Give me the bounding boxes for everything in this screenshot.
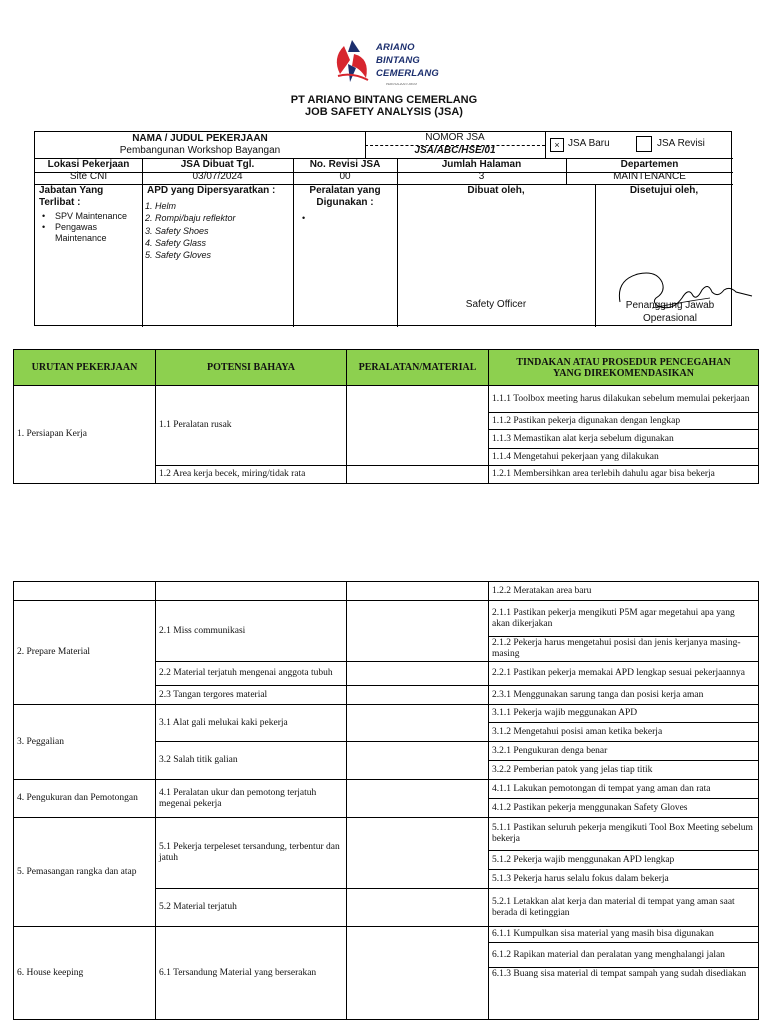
departemen-value: MAINTENANCE (613, 171, 686, 182)
action-cell: 6.1.1 Kumpulkan sisa material yang masih bisa digunakan (489, 927, 759, 943)
header-tindakan: TINDAKAN ATAU PROSEDUR PENCEGAHAN YANG DIREKOMENDASIKAN (489, 350, 759, 386)
hazard-cell: 2.1 Miss communikasi (156, 601, 347, 662)
apd-item: 4. Safety Glass (145, 237, 207, 248)
jsa-number-label: NOMOR JSA (425, 132, 485, 143)
step-cell (14, 582, 156, 601)
action-cell: 5.1.1 Pastikan seluruh pekerja mengikuti Tool Box Meeting sebelum bekerja (489, 818, 759, 851)
step-cell: 1. Persiapan Kerja (14, 386, 156, 484)
material-cell (347, 662, 489, 686)
material-cell (347, 780, 489, 818)
company-logo (330, 38, 450, 90)
dibuat-oleh-role: Safety Officer (465, 299, 527, 310)
jsa-revisi-checkbox[interactable] (636, 136, 652, 152)
logo-mark-icon (330, 38, 376, 88)
apd-label: APD yang Dipersyaratkan : (147, 185, 276, 196)
action-cell: 5.2.1 Letakkan alat kerja dan material di tempat yang aman saat berada di ketinggian (489, 889, 759, 927)
action-cell: 1.2.1 Membersihkan area terlebih dahulu agar bisa bekerja (489, 466, 759, 484)
logo-text-line-1: ARIANO (376, 42, 415, 53)
peralatan-label: Peralatan yang Digunakan : (309, 185, 381, 208)
revisi-label: No. Revisi JSA (309, 159, 381, 170)
lokasi-label: Lokasi Pekerjaan (47, 159, 130, 170)
material-cell (347, 889, 489, 927)
jsa-baru-checkbox[interactable]: × (550, 138, 564, 152)
action-cell: 3.2.1 Pengukuran denga benar (489, 742, 759, 761)
signature-icon (612, 268, 762, 318)
action-cell: 4.1.2 Pastikan pekerja menggunakan Safety Gloves (489, 799, 759, 818)
hazard-cell: 3.2 Salah titik galian (156, 742, 347, 780)
action-cell: 3.1.1 Pekerja wajib meggunakan APD (489, 705, 759, 723)
jabatan-item: • SPV Maintenance (35, 211, 142, 222)
document-title: JOB SAFETY ANALYSIS (JSA) (305, 106, 463, 118)
disetujui-role: Penanggung Jawab Operasional (625, 300, 715, 324)
hazard-cell: 5.1 Pekerja terpeleset tersandung, terbentur dan jatuh (156, 818, 347, 889)
action-cell: 3.2.2 Pemberian patok yang jelas tiap titik (489, 761, 759, 780)
company-name: PT ARIANO BINTANG CEMERLANG (290, 94, 478, 106)
hazard-cell: 4.1 Peralatan ukur dan pemotong terjatuh megenai pekerja (156, 780, 347, 818)
step-cell: 4. Pengukuran dan Pemotongan (14, 780, 156, 818)
hazard-cell (156, 582, 347, 601)
jsa-baru-label: JSA Baru (568, 138, 610, 149)
material-cell (347, 466, 489, 484)
jsa-number-value: JSA/ABC/HSE/01 (414, 145, 496, 156)
job-title-label: NAMA / JUDUL PEKERJAAN (132, 133, 268, 144)
action-cell: 3.1.2 Mengetahui posisi aman ketika bekerja (489, 723, 759, 742)
step-cell: 5. Pemasangan rangka dan atap (14, 818, 156, 927)
action-cell: 1.1.2 Pastikan pekerja digunakan dengan lengkap (489, 413, 759, 430)
material-cell (347, 582, 489, 601)
step-cell: 3. Peggalian (14, 705, 156, 780)
action-cell: 4.1.1 Lakukan pemotongan di tempat yang aman dan rata (489, 780, 759, 799)
action-cell: 6.1.3 Buang sisa material di tempat sampah yang sudah disediakan (489, 968, 759, 1020)
material-cell (347, 686, 489, 705)
action-cell: 5.1.2 Pekerja wajib menggunakan APD lengkap (489, 851, 759, 870)
hazard-cell: 2.2 Material terjatuh mengenai anggota tubuh (156, 662, 347, 686)
logo-text-line-2: BINTANG (376, 55, 420, 66)
header-potensi: POTENSI BAHAYA (156, 350, 347, 386)
material-cell (347, 705, 489, 742)
jsa-table-page-1 (13, 349, 759, 484)
jabatan-label: Jabatan Yang Terlibat : (39, 185, 104, 208)
revisi-value: 00 (339, 171, 351, 182)
departemen-label: Departemen (620, 159, 679, 170)
job-title-value: Pembangunan Workshop Bayangan (119, 145, 281, 156)
hazard-cell: 5.2 Material terjatuh (156, 889, 347, 927)
disetujui-label: Disetujui oleh, (629, 185, 699, 196)
jsa-table-page-2 (13, 581, 759, 1020)
action-cell: 1.1.1 Toolbox meeting harus dilakukan sebelum memulai pekerjaan (489, 386, 759, 413)
hazard-cell: 6.1 Tersandung Material yang berserakan (156, 927, 347, 1020)
action-cell: 1.2.2 Meratakan area baru (489, 582, 759, 601)
step-cell: 2. Prepare Material (14, 601, 156, 705)
lokasi-value: Site CNI (69, 171, 108, 182)
header-peralatan: PERALATAN/MATERIAL (347, 350, 489, 386)
jabatan-item: • Pengawas (35, 222, 142, 233)
action-cell: 2.2.1 Pastikan pekerja memakai APD lengkap sesuai pekerjaannya (489, 662, 759, 686)
material-cell (347, 386, 489, 466)
step-cell: 6. House keeping (14, 927, 156, 1020)
halaman-label: Jumlah Halaman (441, 159, 522, 170)
action-cell: 2.1.1 Pastikan pekerja mengikuti P5M agar megetahui apa yang akan dikerjakan (489, 601, 759, 637)
logo-text-line-3: CEMERLANG (376, 68, 440, 79)
action-cell: 1.1.4 Mengetahui pekerjaan yang dilakukan (489, 449, 759, 466)
action-cell: 2.3.1 Menggunakan sarung tanga dan posisi kerja aman (489, 686, 759, 705)
logo-subtitle: PERUSAHAAN UMUM (386, 82, 417, 86)
action-cell: 6.1.2 Rapikan material dan peralatan yang menghalangi jalan (489, 943, 759, 968)
action-cell: 5.1.3 Pekerja harus selalu fokus dalam bekerja (489, 870, 759, 889)
hazard-cell: 1.2 Area kerja becek, miring/tidak rata (156, 466, 347, 484)
peralatan-bullet: • (302, 213, 306, 223)
action-cell: 2.1.2 Pekerja harus mengetahui posisi dan jenis kerjanya masing-masing (489, 637, 759, 662)
dibuat-oleh-label: Dibuat oleh, (467, 185, 525, 196)
jabatan-list (35, 211, 142, 244)
header-urutan: URUTAN PEKERJAAN (14, 350, 156, 386)
apd-item: 5. Safety Gloves (145, 250, 212, 261)
hazard-cell: 1.1 Peralatan rusak (156, 386, 347, 466)
material-cell (347, 818, 489, 889)
action-cell: 1.1.3 Memastikan alat kerja sebelum digunakan (489, 430, 759, 449)
tanggal-label: JSA Dibuat Tgl. (180, 159, 255, 170)
jsa-revisi-label: JSA Revisi (657, 138, 705, 149)
hazard-cell: 3.1 Alat gali melukai kaki pekerja (156, 705, 347, 742)
material-cell (347, 742, 489, 780)
apd-list (145, 200, 236, 261)
apd-item: 3. Safety Shoes (145, 225, 209, 236)
apd-item: 2. Rompi/baju reflektor (145, 213, 236, 224)
hazard-cell: 2.3 Tangan tergores material (156, 686, 347, 705)
tanggal-value: 03/07/2024 (192, 171, 243, 182)
halaman-value: 3 (478, 171, 485, 182)
jabatan-item: Maintenance (55, 233, 107, 243)
material-cell (347, 927, 489, 1020)
material-cell (347, 601, 489, 662)
apd-item: 1. Helm (145, 201, 177, 211)
